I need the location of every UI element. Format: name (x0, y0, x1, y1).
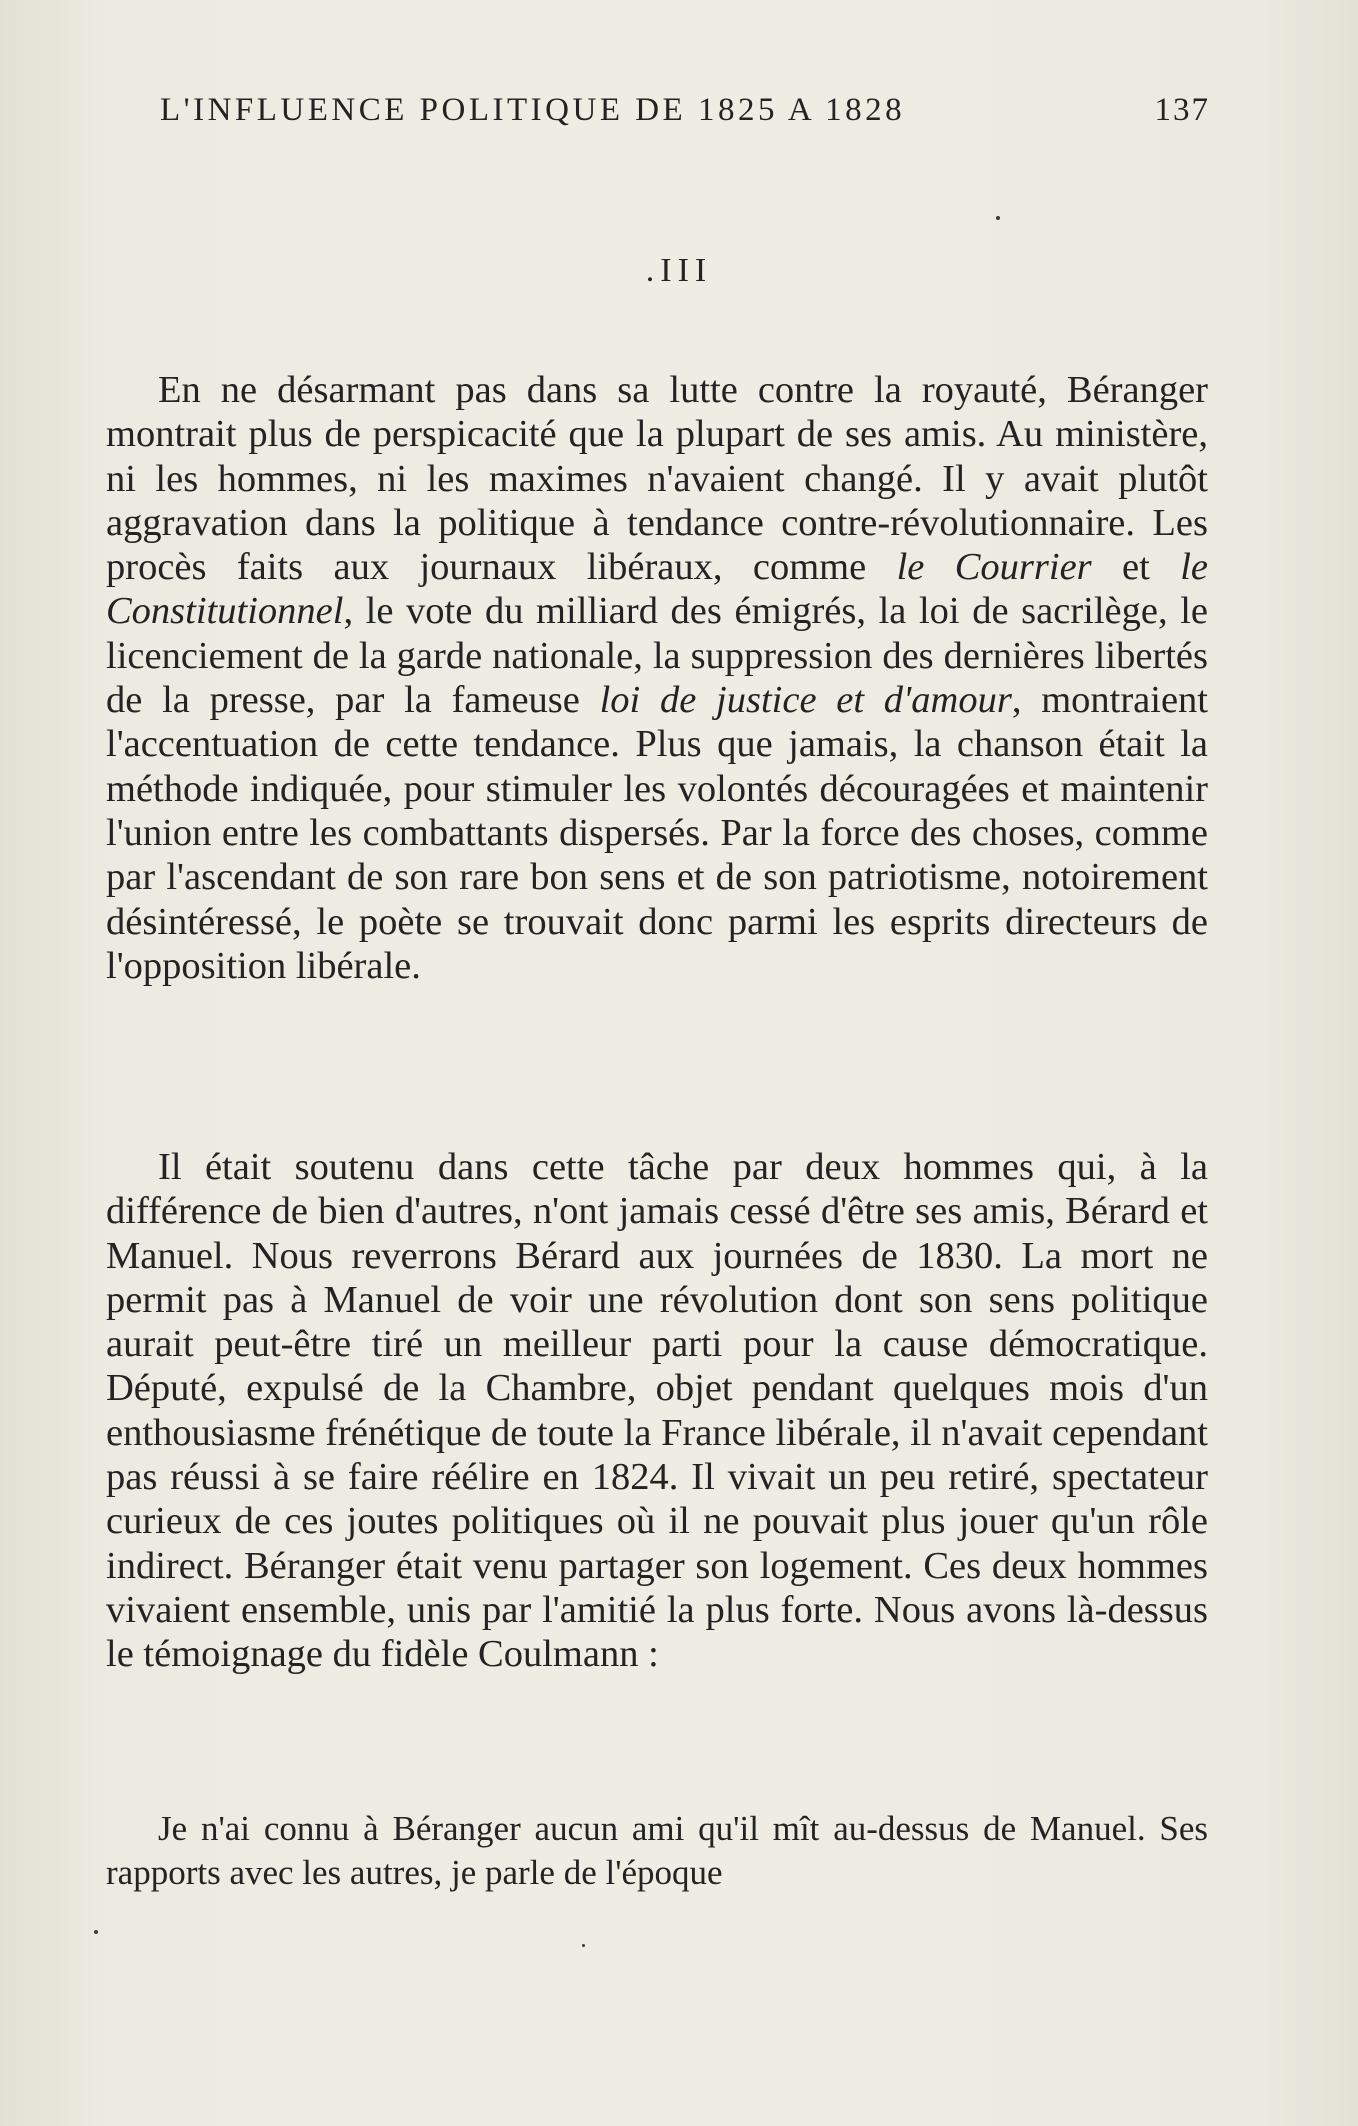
law-title: loi de justice et d'amour (599, 679, 1012, 722)
running-header (160, 92, 1210, 142)
paragraph-1 (106, 368, 1208, 988)
paper-speck (94, 1930, 98, 1934)
paper-speck (582, 1944, 585, 1947)
paragraph-1-text-c: , le vote du milliard des émigrés, la loi de sacrilège, le licenciement de la garde nationale, la suppression des dernières libertés de la presse, par la fameuse (106, 590, 1208, 722)
paragraph-2 (106, 1145, 1208, 1677)
page-number: 137 (1154, 92, 1210, 128)
block-quote (106, 1807, 1208, 1895)
paragraph-2-text: Il était soutenu dans cette tâche par deux hommes qui, à la différence de bien d'autres, n'ont jamais cessé d'être ses amis, Bérard et Manuel. Nous reverrons Bérard aux journées de 1830. La mort ne permit pas à Manuel de voir une révolution dont son sens politique aurait peut-être tiré un meilleur parti pour la cause démocratique. Député, expulsé de la Chambre, objet pendant quelques mois d'un enthousiasme frénétique de toute la France libérale, il n'avait cependant pas réussi à se faire réélire en 1824. Il vivait un peu retiré, spectateur curieux de ces joutes politiques où il ne pouvait plus jouer qu'un rôle indirect. Béranger était venu partager son logement. Ces deux hommes vivaient ensemble, unis par l'amitié la plus forte. Nous avons là-dessus le témoignage du fidèle Coulmann : (106, 1146, 1208, 1676)
running-title: L'INFLUENCE POLITIQUE DE 1825 A 1828 (160, 92, 906, 128)
newspaper-title-courrier: le Courrier (896, 546, 1092, 589)
paper-speck (996, 216, 1000, 220)
quote-text: Je n'ai connu à Béranger aucun ami qu'il mît au-dessus de Manuel. Ses rapports avec les autres, je parle de l'époque (106, 1809, 1208, 1892)
newspaper-title-constitutionnel: le Constitutionnel (106, 546, 1208, 633)
paragraph-1-text-b: et (1091, 546, 1181, 589)
section-number: .III (645, 252, 713, 289)
paragraph-1-text-a: En ne désarmant pas dans sa lutte contre la royauté, Béranger montrait plus de perspicacité que la plupart de ses amis. Au ministère, ni les hommes, ni les maximes n'avaient changé. Il y avait plutôt aggravation dans la politique à tendance contre-révolutionnaire. Les procès faits aux journaux libéraux, comme (106, 369, 1208, 589)
paragraph-1-text-d: , montraient l'accentuation de cette tendance. Plus que jamais, la chanson était la méthode indiquée, pour stimuler les volontés découragées et maintenir l'union entre les combattants dispersés. Par la force des choses, comme par l'ascendant de son rare bon sens et de son patriotisme, notoirement désintéressé, le poète se trouvait donc parmi les esprits directeurs de l'opposition libérale. (106, 679, 1208, 987)
